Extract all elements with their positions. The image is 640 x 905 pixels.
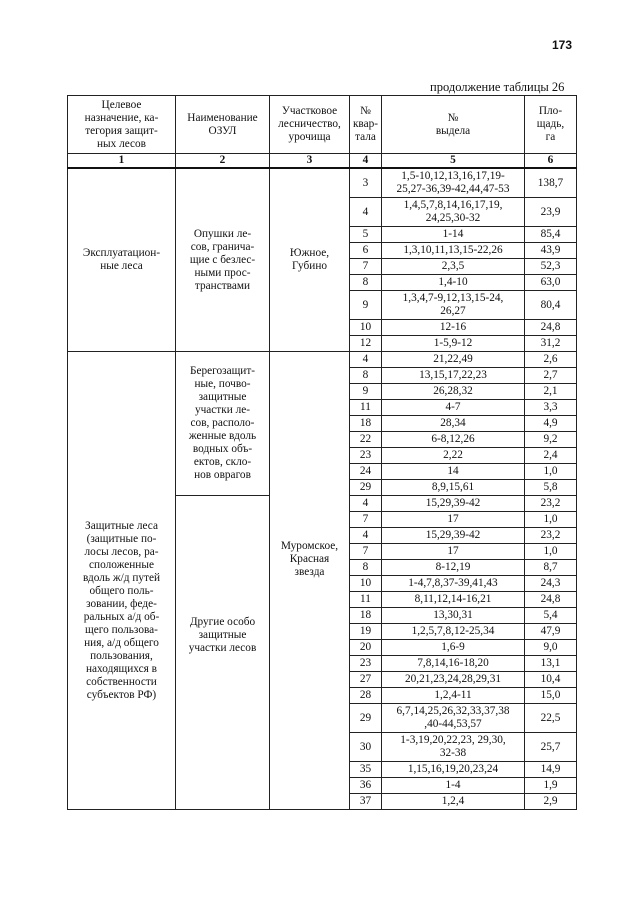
forestry-cell: Муромское, Красная звезда [270,352,350,810]
area-cell: 8,7 [525,560,577,576]
quarter-cell: 4 [350,198,382,227]
vydel-cell: 14 [382,464,525,480]
area-cell: 5,8 [525,480,577,496]
quarter-cell: 7 [350,512,382,528]
area-cell: 1,0 [525,512,577,528]
column-number: 6 [525,154,577,169]
area-cell: 15,0 [525,688,577,704]
quarter-cell: 23 [350,448,382,464]
quarter-cell: 19 [350,624,382,640]
ozul-cell: Берегозащит- ные, почво- защитные участки ле- сов, располо- женные вдоль водных объ- ектов, скло- нов оврагов [176,352,270,496]
area-cell: 24,8 [525,592,577,608]
area-cell: 24,8 [525,320,577,336]
quarter-cell: 18 [350,416,382,432]
vydel-cell: 1-4,7,8,37-39,41,43 [382,576,525,592]
vydel-cell: 15,29,39-42 [382,496,525,512]
quarter-cell: 3 [350,168,382,198]
header-cell: Пло- щадь, га [525,96,577,154]
quarter-cell: 8 [350,560,382,576]
quarter-cell: 8 [350,368,382,384]
vydel-cell: 7,8,14,16-18,20 [382,656,525,672]
area-cell: 2,6 [525,352,577,368]
vydel-cell: 1,3,10,11,13,15-22,26 [382,243,525,259]
area-cell: 63,0 [525,275,577,291]
quarter-cell: 6 [350,243,382,259]
quarter-cell: 10 [350,576,382,592]
area-cell: 85,4 [525,227,577,243]
vydel-cell: 12-16 [382,320,525,336]
quarter-cell: 28 [350,688,382,704]
area-cell: 22,5 [525,704,577,733]
vydel-cell: 21,22,49 [382,352,525,368]
category-cell: Защитные леса (защитные по- лосы лесов, ра- сположенные вдоль ж/д путей общего поль- зовании, феде- ральных а/д об- щего пользова- ния, а/д общего пользования, находящихся в собственности субъектов РФ) [68,352,176,810]
column-number: 3 [270,154,350,169]
quarter-cell: 36 [350,778,382,794]
column-number: 2 [176,154,270,169]
area-cell: 1,0 [525,544,577,560]
quarter-cell: 29 [350,480,382,496]
quarter-cell: 27 [350,672,382,688]
quarter-cell: 29 [350,704,382,733]
vydel-cell: 13,15,17,22,23 [382,368,525,384]
header-cell: Целевое назначение, ка- тегория защит- ных лесов [68,96,176,154]
vydel-cell: 17 [382,544,525,560]
table-continuation-note: продолжение таблицы 26 [430,80,565,94]
area-cell: 2,7 [525,368,577,384]
header-cell: Наименование ОЗУЛ [176,96,270,154]
area-cell: 9,2 [525,432,577,448]
vydel-cell: 1-5,9-12 [382,336,525,352]
quarter-cell: 8 [350,275,382,291]
area-cell: 3,3 [525,400,577,416]
area-cell: 4,9 [525,416,577,432]
category-cell: Эксплуатацион- ные леса [68,168,176,352]
quarter-cell: 9 [350,291,382,320]
table-row [68,352,577,368]
area-cell: 1,9 [525,778,577,794]
area-cell: 23,2 [525,496,577,512]
quarter-cell: 11 [350,400,382,416]
header-cell: № выдела [382,96,525,154]
vydel-cell: 1-14 [382,227,525,243]
quarter-cell: 30 [350,733,382,762]
vydel-cell: 4-7 [382,400,525,416]
column-number-row [68,154,577,169]
ozul-cell: Другие особо защитные участки лесов [176,496,270,810]
quarter-cell: 22 [350,432,382,448]
quarter-cell: 7 [350,259,382,275]
vydel-cell: 28,34 [382,416,525,432]
vydel-cell: 1,6-9 [382,640,525,656]
area-cell: 23,2 [525,528,577,544]
quarter-cell: 9 [350,384,382,400]
column-number: 5 [382,154,525,169]
vydel-cell: 2,3,5 [382,259,525,275]
quarter-cell: 37 [350,794,382,810]
vydel-cell: 1,4,5,7,8,14,16,17,19, 24,25,30-32 [382,198,525,227]
quarter-cell: 35 [350,762,382,778]
page-number: 173 [552,38,573,52]
quarter-cell: 7 [350,544,382,560]
quarter-cell: 4 [350,352,382,368]
vydel-cell: 1,3,4,7-9,12,13,15-24, 26,27 [382,291,525,320]
vydel-cell: 8,11,12,14-16,21 [382,592,525,608]
quarter-cell: 24 [350,464,382,480]
column-number: 4 [350,154,382,169]
header-cell: № квар- тала [350,96,382,154]
vydel-cell: 1,2,4 [382,794,525,810]
vydel-cell: 6-8,12,26 [382,432,525,448]
area-cell: 2,9 [525,794,577,810]
quarter-cell: 4 [350,496,382,512]
vydel-cell: 1,4-10 [382,275,525,291]
vydel-cell: 1,2,5,7,8,12-25,34 [382,624,525,640]
vydel-cell: 8,9,15,61 [382,480,525,496]
vydel-cell: 26,28,32 [382,384,525,400]
area-cell: 47,9 [525,624,577,640]
area-cell: 138,7 [525,168,577,198]
quarter-cell: 23 [350,656,382,672]
quarter-cell: 20 [350,640,382,656]
header-row [68,96,577,154]
quarter-cell: 10 [350,320,382,336]
vydel-cell: 1,15,16,19,20,23,24 [382,762,525,778]
quarter-cell: 18 [350,608,382,624]
header-cell: Участковое лесничество, урочища [270,96,350,154]
vydel-cell: 2,22 [382,448,525,464]
area-cell: 5,4 [525,608,577,624]
vydel-cell: 6,7,14,25,26,32,33,37,38 ,40-44,53,57 [382,704,525,733]
vydel-cell: 1-3,19,20,22,23, 29,30, 32-38 [382,733,525,762]
area-cell: 2,4 [525,448,577,464]
table-row [68,168,577,198]
column-number: 1 [68,154,176,169]
area-cell: 80,4 [525,291,577,320]
vydel-cell: 20,21,23,24,28,29,31 [382,672,525,688]
ozul-cell: Опушки ле- сов, гранича- щие с безлес- ными прос- транствами [176,168,270,352]
area-cell: 13,1 [525,656,577,672]
area-cell: 24,3 [525,576,577,592]
vydel-cell: 15,29,39-42 [382,528,525,544]
vydel-cell: 8-12,19 [382,560,525,576]
area-cell: 9,0 [525,640,577,656]
quarter-cell: 11 [350,592,382,608]
vydel-cell: 1-4 [382,778,525,794]
area-cell: 43,9 [525,243,577,259]
vydel-cell: 1,2,4-11 [382,688,525,704]
quarter-cell: 4 [350,528,382,544]
area-cell: 52,3 [525,259,577,275]
quarter-cell: 12 [350,336,382,352]
vydel-cell: 17 [382,512,525,528]
area-cell: 31,2 [525,336,577,352]
area-cell: 10,4 [525,672,577,688]
forestry-cell: Южное, Губино [270,168,350,352]
area-cell: 1,0 [525,464,577,480]
vydel-cell: 1,5-10,12,13,16,17,19- 25,27-36,39-42,44,47-53 [382,168,525,198]
area-cell: 14,9 [525,762,577,778]
vydel-cell: 13,30,31 [382,608,525,624]
forest-table [67,95,577,810]
area-cell: 23,9 [525,198,577,227]
quarter-cell: 5 [350,227,382,243]
area-cell: 25,7 [525,733,577,762]
area-cell: 2,1 [525,384,577,400]
